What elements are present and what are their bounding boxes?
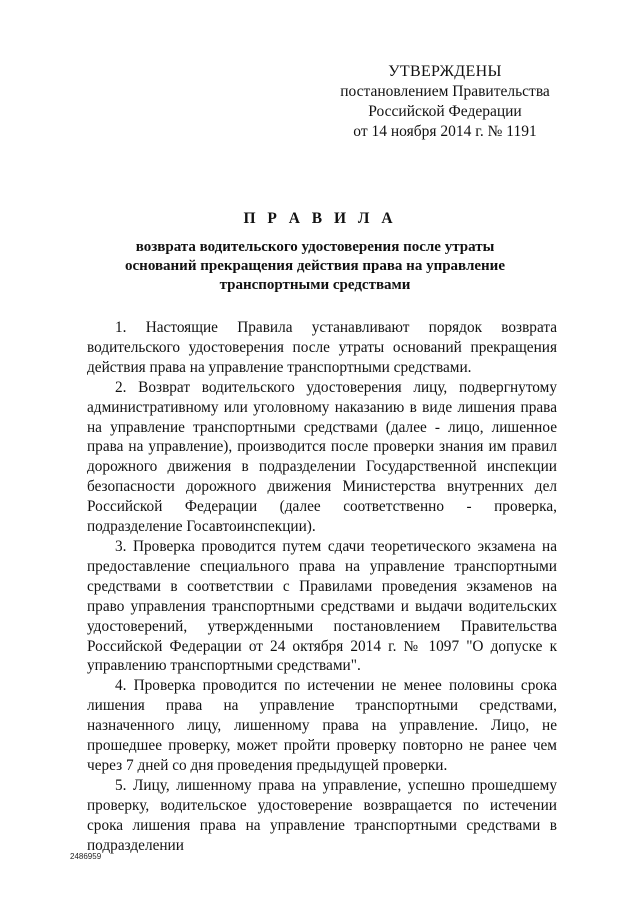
document-code: 2486959 (70, 852, 102, 861)
approval-block (330, 62, 560, 142)
paragraph-2: 2. Возврат водительского удостоверения лицу, подвергнутому административному или уголовному наказанию в виде лишения права на управление транспортными средствами (далее - лицо, лишенное права на управление), производится после проверки знания им правил дорожного движения в подразделении Государственной инспекции безопасности дорожного движения Министерства внутренних дел Российской Федерации (далее соответственно - проверка, подразделение Госавтоинспекции). (87, 378, 557, 536)
approval-line-3: от 14 ноября 2014 г. № 1191 (353, 123, 537, 140)
approval-heading: УТВЕРЖДЕНЫ (388, 63, 502, 80)
approval-line-2: Российской Федерации (368, 103, 522, 120)
document-title: П Р А В И Л А (243, 210, 397, 227)
paragraph-4: 4. Проверка проводится по истечении не менее половины срока лишения права на управление транспортными средствами, назначенного лицу, лишенному права на управление. Лицо, не прошедшее проверку, может пройти проверку повторно не ранее чем через 7 дней со дня проведения предыдущей проверки. (87, 677, 557, 774)
document-body (87, 318, 557, 855)
paragraph-1: 1. Настоящие Правила устанавливают порядок возврата водительского удостоверения после утраты оснований прекращения действия права на управление транспортными средствами. (87, 319, 557, 376)
document-subtitle: возврата водительского удостоверения после утраты оснований прекращения действия права на управление транспортными средствами (125, 239, 505, 293)
paragraph-3: 3. Проверка проводится путем сдачи теоретического экзамена на предоставление специального права на управление транспортными средствами в соответствии с Правилами проведения экзаменов на право управления транспортными средствами и выдачи водительских удостоверений, утвержденными постановлением Правительства Российской Федерации от 24 октября 2014 г. № 1097 "О допуске к управлению транспортными средствами". (87, 537, 557, 675)
paragraph-5: 5. Лицу, лишенному права на управление, успешно прошедшему проверку, водительское удостоверение возвращается по истечении срока лишения права на управление транспортными средствами в подразделении (87, 776, 557, 854)
approval-line-1: постановлением Правительства (340, 83, 550, 100)
